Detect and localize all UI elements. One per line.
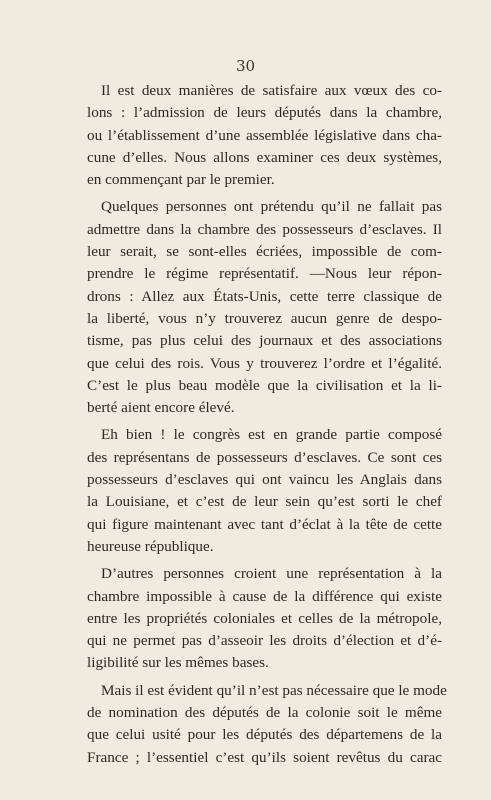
text-line: admettre dans la chambre des possesseurs d’esclaves. Il xyxy=(87,220,442,238)
text-line: la Louisiane, et c’est de leur sein qu’est sorti le chef xyxy=(87,493,442,511)
text-line: entre les propriétés coloniales et celles de la métropole, xyxy=(87,609,442,627)
text-line: D’autres personnes croient une représentation à la xyxy=(101,565,442,583)
text-line: possesseurs d’esclaves qui ont vaincu les Anglais dans xyxy=(87,471,442,489)
paragraph xyxy=(87,424,442,558)
text-line: heureuse république. xyxy=(87,537,214,555)
text-line: France ; l’essentiel c’est qu’ils soient revêtus du carac xyxy=(87,748,442,766)
text-line: qui figure maintenant avec tant d’éclat à la tête de cette xyxy=(87,515,442,533)
paragraph xyxy=(87,80,442,191)
text-line: Mais il est évident qu’il n’est pas nécessaire que le mode xyxy=(101,681,447,699)
text-line: que celui des rois. Vous y trouverez l’ordre et l’égalité. xyxy=(87,354,442,372)
text-line: qui ne permet pas d’asseoir les droits d’élection et d’é- xyxy=(87,632,442,650)
text-line: que celui usité pour les députés des départemens de la xyxy=(87,726,442,744)
text-line: de nomination des députés de la colonie soit le même xyxy=(87,704,442,722)
page-number: 30 xyxy=(235,57,256,75)
text-line: ou l’établissement d’une assemblée législative dans cha- xyxy=(87,126,442,144)
text-line: ligibilité sur les mêmes bases. xyxy=(87,654,269,672)
text-line: C’est le plus beau modèle que la civilisation et la li- xyxy=(87,376,442,394)
text-line: prendre le régime représentatif. —Nous leur répon- xyxy=(87,265,442,283)
text-line: cune d’elles. Nous allons examiner ces deux systèmes, xyxy=(87,148,442,166)
text-line: des représentans de possesseurs d’esclaves. Ce sont ces xyxy=(87,448,442,466)
text-line: Quelques personnes ont prétendu qu’il ne fallait pas xyxy=(101,198,442,216)
body-text xyxy=(87,80,447,774)
paragraph xyxy=(87,563,442,674)
paragraph xyxy=(87,196,442,419)
text-line: berté aient encore élevé. xyxy=(87,399,235,417)
text-line: en commençant par le premier. xyxy=(87,171,275,189)
text-line: chambre impossible à cause de la différence qui existe xyxy=(87,587,442,605)
text-line: la liberté, vous n’y trouverez aucun genre de despo- xyxy=(87,309,442,327)
text-line: Il est deux manières de satisfaire aux vœux des co- xyxy=(101,82,442,99)
text-line: tisme, pas plus celui des journaux et des associations xyxy=(87,332,442,350)
text-line: drons : Allez aux États-Unis, cette terre classique de xyxy=(87,287,442,305)
text-line: leur serait, se sont-elles écriées, impossible de com- xyxy=(87,243,442,261)
text-line: lons : l’admission de leurs députés dans la chambre, xyxy=(87,104,442,122)
text-line: Eh bien ! le congrès est en grande partie composé xyxy=(101,426,442,444)
paragraph xyxy=(87,680,447,769)
